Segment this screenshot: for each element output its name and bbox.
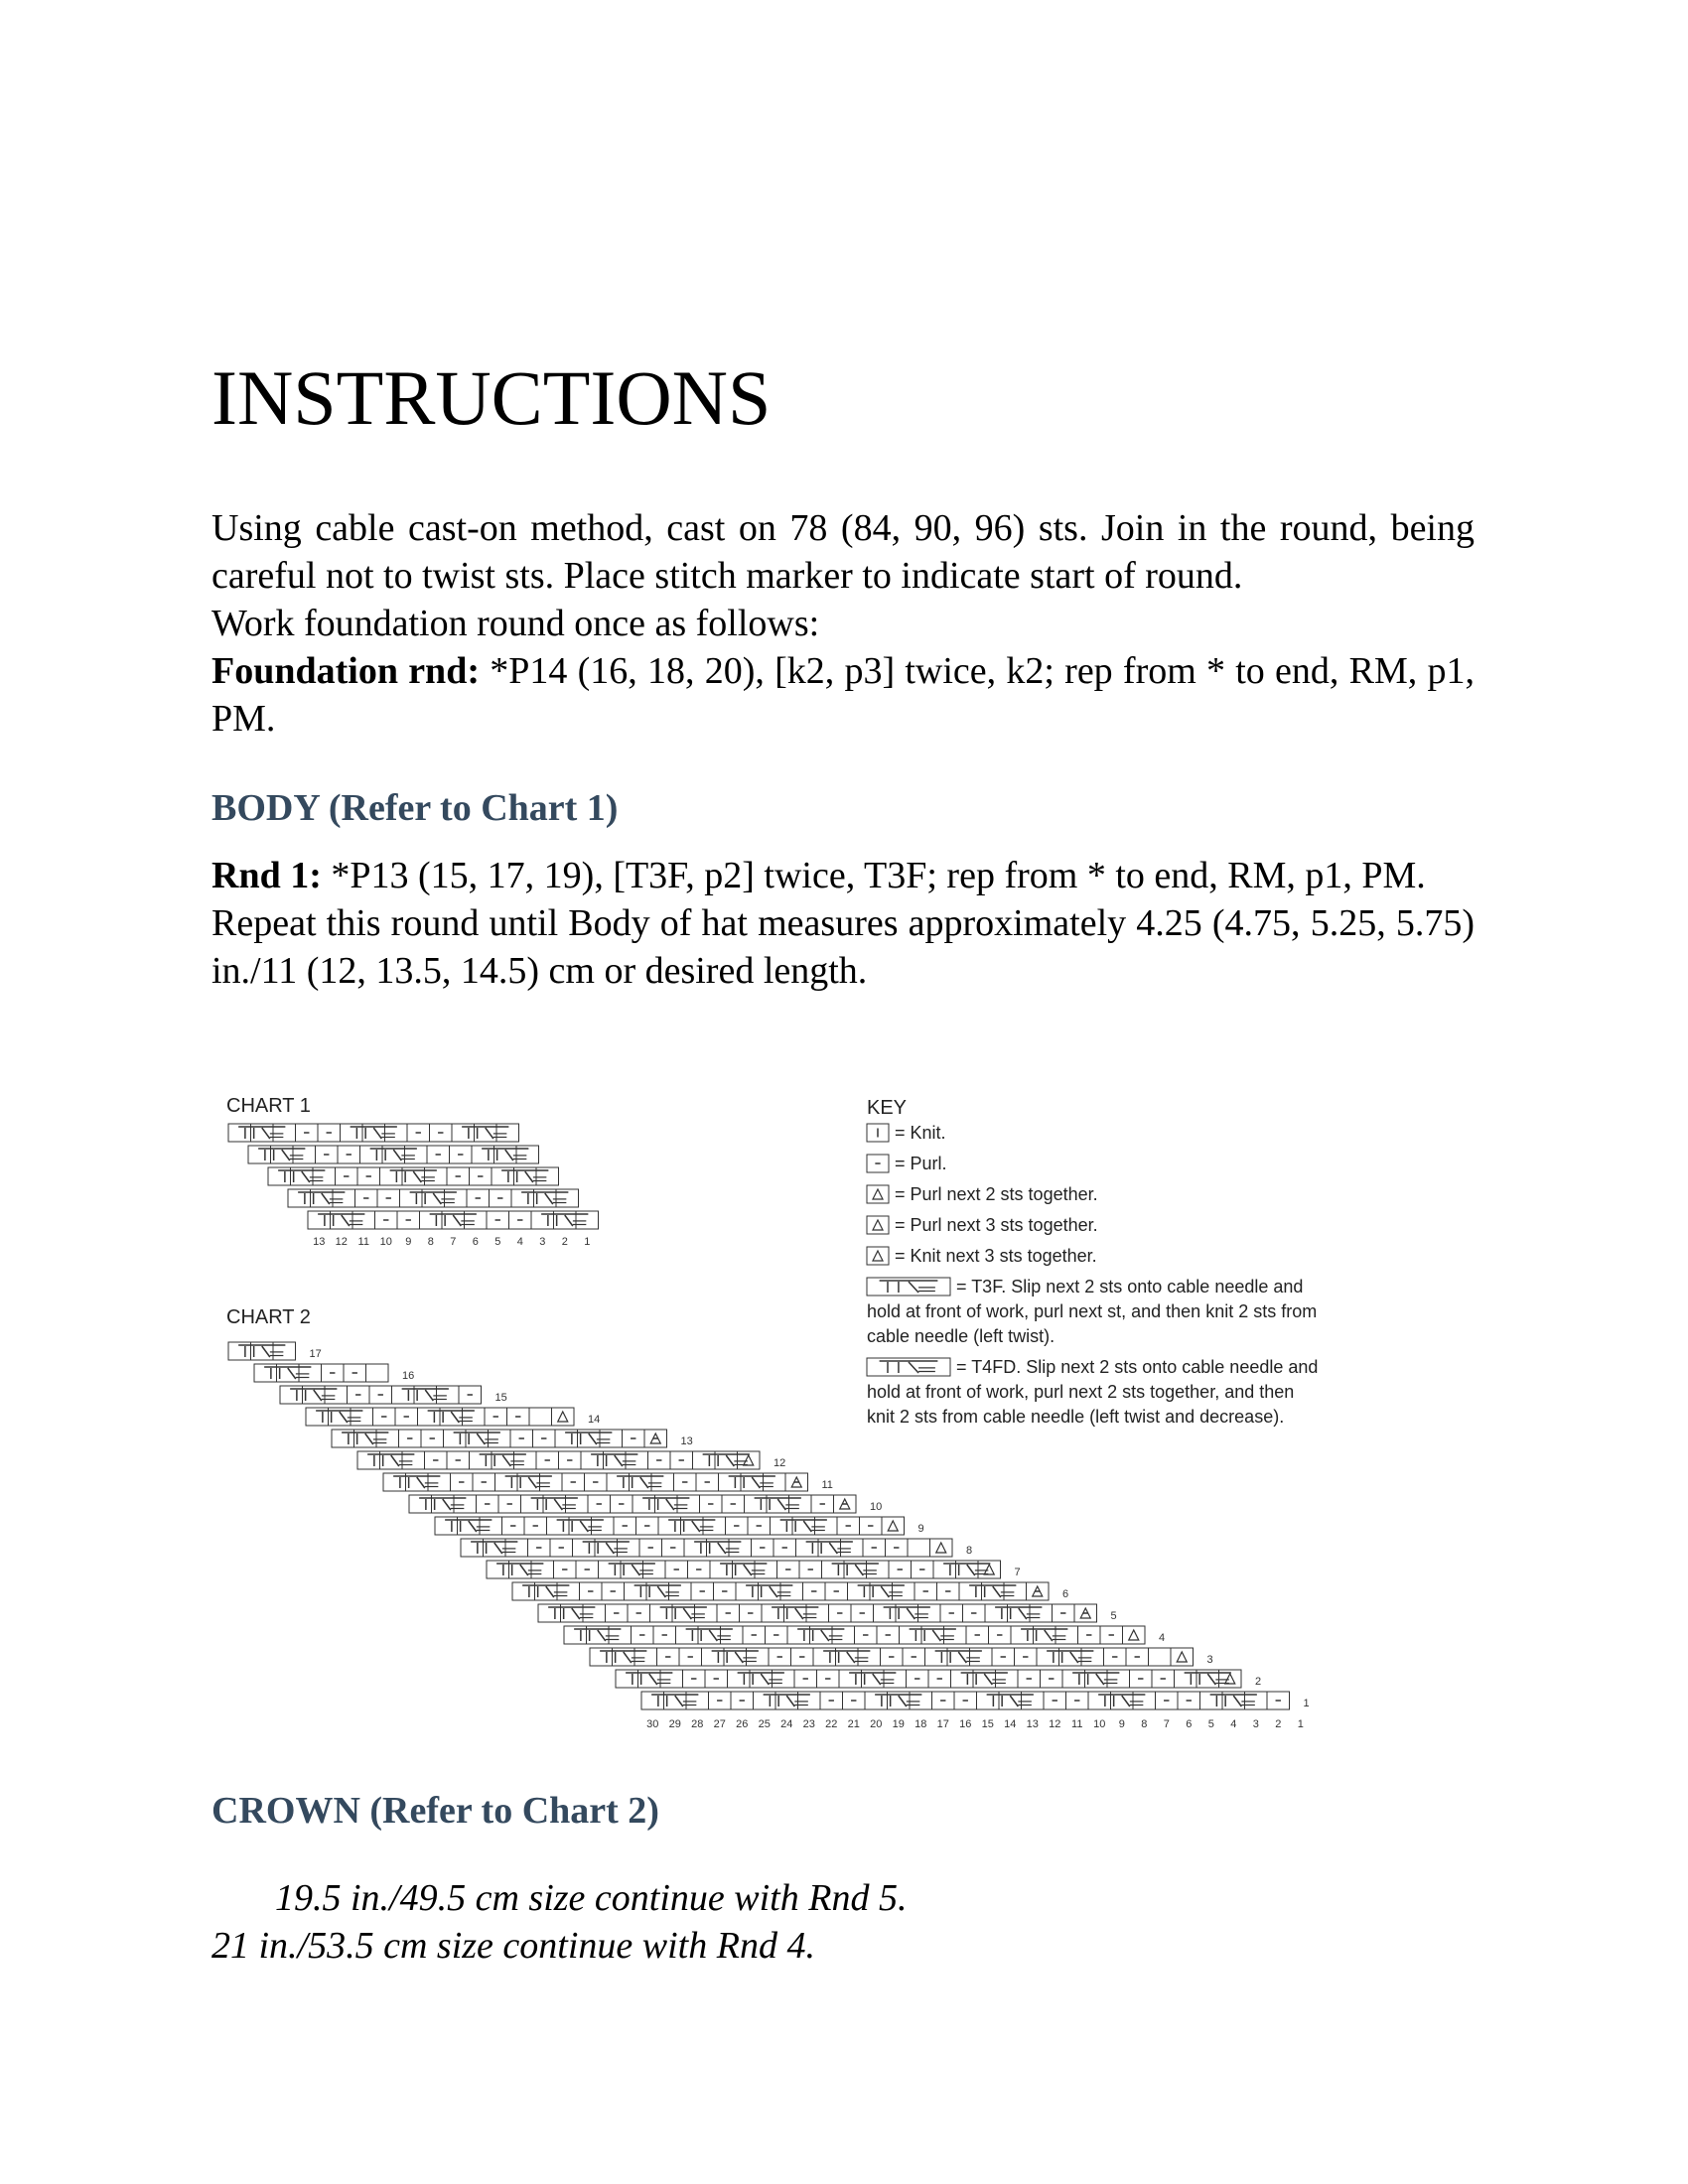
key-t3f-line: = T3F. Slip next 2 sts onto cable needle and	[956, 1277, 1304, 1297]
chart-2-column-number: 17	[936, 1718, 949, 1730]
key-text-k3tog: = Knit next 3 sts together.	[895, 1246, 1097, 1266]
key-text-p3tog: = Purl next 3 sts together.	[895, 1215, 1098, 1235]
chart-2-column-number: 27	[713, 1718, 726, 1730]
chart-2-column-number: 22	[825, 1718, 838, 1730]
chart-2-column-number: 3	[1252, 1718, 1259, 1730]
chart-1-column-number: 5	[494, 1236, 501, 1248]
chart-1-column-number: 11	[357, 1236, 369, 1248]
chart-1-column-number: 7	[450, 1236, 457, 1248]
chart-2-row-number: 9	[917, 1523, 924, 1535]
chart-1-column-number: 3	[539, 1236, 546, 1248]
chart-2-column-number: 6	[1186, 1718, 1193, 1730]
foundation-label: Foundation rnd:	[211, 650, 480, 692]
chart-2-row-number: 12	[774, 1457, 786, 1469]
crown-size-line-2: 21 in./53.5 cm size continue with Rnd 4.	[211, 1925, 815, 1967]
chart-2-column-number: 26	[736, 1718, 749, 1730]
chart-2-column-number: 7	[1163, 1718, 1170, 1730]
chart-1-column-number: 9	[405, 1236, 412, 1248]
chart-2-column-number: 13	[1026, 1718, 1039, 1730]
chart-2-row-number: 14	[588, 1414, 601, 1426]
rnd1-text: *P13 (15, 17, 19), [T3F, p2] twice, T3F; rep from * to end, RM, p1, PM.	[321, 855, 1426, 896]
chart-2-cell	[529, 1408, 552, 1426]
chart-2-row-number: 13	[680, 1435, 693, 1447]
chart-2-column-number: 5	[1207, 1718, 1214, 1730]
chart-2-column-number: 4	[1230, 1718, 1237, 1730]
chart-1-column-number: 4	[516, 1236, 523, 1248]
chart-2-row-number: 8	[966, 1545, 973, 1557]
chart-2-column-number: 25	[758, 1718, 771, 1730]
chart-2-column-number: 16	[959, 1718, 972, 1730]
chart-1-column-number: 1	[584, 1236, 591, 1248]
chart-2-column-number: 23	[802, 1718, 815, 1730]
chart-1-column-number: 2	[561, 1236, 568, 1248]
chart-1-column-number: 12	[335, 1236, 348, 1248]
chart-2-row-number: 3	[1206, 1654, 1213, 1666]
chart-2-column-number: 10	[1093, 1718, 1106, 1730]
chart-1-column-number: 13	[313, 1236, 326, 1248]
chart-2-row-number: 11	[821, 1479, 833, 1491]
crown-size-line-1: 19.5 in./49.5 cm size continue with Rnd 5.	[275, 1877, 908, 1919]
rnd1-label: Rnd 1:	[211, 855, 322, 896]
crown-heading: CROWN (Refer to Chart 2)	[211, 1790, 659, 1832]
chart-2-column-number: 2	[1275, 1718, 1282, 1730]
key-t4fd-line: = T4FD. Slip next 2 sts onto cable needle and	[956, 1357, 1319, 1377]
body-heading: BODY (Refer to Chart 1)	[211, 787, 619, 829]
key-t4fd-line: knit 2 sts from cable needle (left twist and decrease).	[867, 1407, 1285, 1427]
chart-2-column-number: 12	[1049, 1718, 1061, 1730]
key-label: KEY	[867, 1097, 908, 1119]
chart-2-row-number: 16	[402, 1370, 415, 1382]
chart-2-column-number: 9	[1118, 1718, 1125, 1730]
chart-2-row-number: 15	[494, 1392, 507, 1404]
chart-2-cell	[908, 1539, 930, 1557]
body-repeat-text: Repeat this round until Body of hat measures approximately 4.25 (4.75, 5.25, 5.75) in./11 (12, 13.5, 14.5) cm or desired length.	[211, 902, 1475, 992]
chart-1-column-number: 8	[427, 1236, 434, 1248]
key-t3f-line: cable needle (left twist).	[867, 1326, 1055, 1346]
chart-2-column-number: 14	[1004, 1718, 1017, 1730]
key-text-knit: = Knit.	[895, 1123, 946, 1143]
chart-2-column-number: 29	[668, 1718, 681, 1730]
chart-2-column-number: 15	[981, 1718, 994, 1730]
chart-1-label: CHART 1	[226, 1095, 311, 1117]
key-t4fd-line: hold at front of work, purl next 2 sts together, and then	[867, 1382, 1295, 1402]
chart-2-column-number: 30	[646, 1718, 659, 1730]
intro-paragraph: Using cable cast-on method, cast on 78 (84, 90, 96) sts. Join in the round, being careful not to twist sts. Place stitch marker to indicate start of round.	[211, 507, 1475, 597]
chart-2-column-number: 1	[1297, 1718, 1304, 1730]
chart-2-column-number: 8	[1141, 1718, 1148, 1730]
chart-2-row-number: 1	[1303, 1698, 1310, 1709]
key-text-purl: = Purl.	[895, 1154, 947, 1173]
foundation-text: *P14 (16, 18, 20), [k2, p3] twice, k2; rep from * to end, RM, p1, PM.	[211, 650, 1475, 740]
chart-key	[867, 1097, 1318, 1427]
chart-2-row-number: 4	[1159, 1632, 1166, 1644]
chart-2-row-number: 7	[1014, 1567, 1021, 1578]
intro-work-foundation: Work foundation round once as follows:	[211, 603, 820, 644]
key-items	[867, 1123, 1318, 1427]
chart-2-column-number: 11	[1071, 1718, 1083, 1730]
chart-2-column-number: 28	[691, 1718, 704, 1730]
chart-1-column-number: 10	[379, 1236, 392, 1248]
chart-2-column-number: 24	[780, 1718, 793, 1730]
chart-2-row-number: 6	[1062, 1588, 1069, 1600]
chart-2-column-number: 21	[847, 1718, 860, 1730]
chart-2-column-number: 19	[892, 1718, 905, 1730]
chart-1-grid	[228, 1124, 599, 1248]
chart-2-row-number: 2	[1255, 1676, 1262, 1688]
page-title: INSTRUCTIONS	[211, 354, 772, 441]
chart-2-row-number: 10	[870, 1501, 883, 1513]
chart-2-cell	[366, 1364, 389, 1382]
chart-1	[226, 1095, 599, 1248]
key-text-p2tog: = Purl next 2 sts together.	[895, 1184, 1098, 1204]
chart-2-cell	[1149, 1648, 1172, 1666]
chart-2-row-number: 5	[1110, 1610, 1117, 1622]
chart-2-column-number: 20	[870, 1718, 883, 1730]
chart-1-column-number: 6	[472, 1236, 479, 1248]
key-t3f-line: hold at front of work, purl next st, and then knit 2 sts from	[867, 1301, 1318, 1321]
chart-2-row-number: 17	[309, 1348, 322, 1360]
chart-2-label: CHART 2	[226, 1306, 311, 1328]
chart-2-column-number: 18	[914, 1718, 927, 1730]
